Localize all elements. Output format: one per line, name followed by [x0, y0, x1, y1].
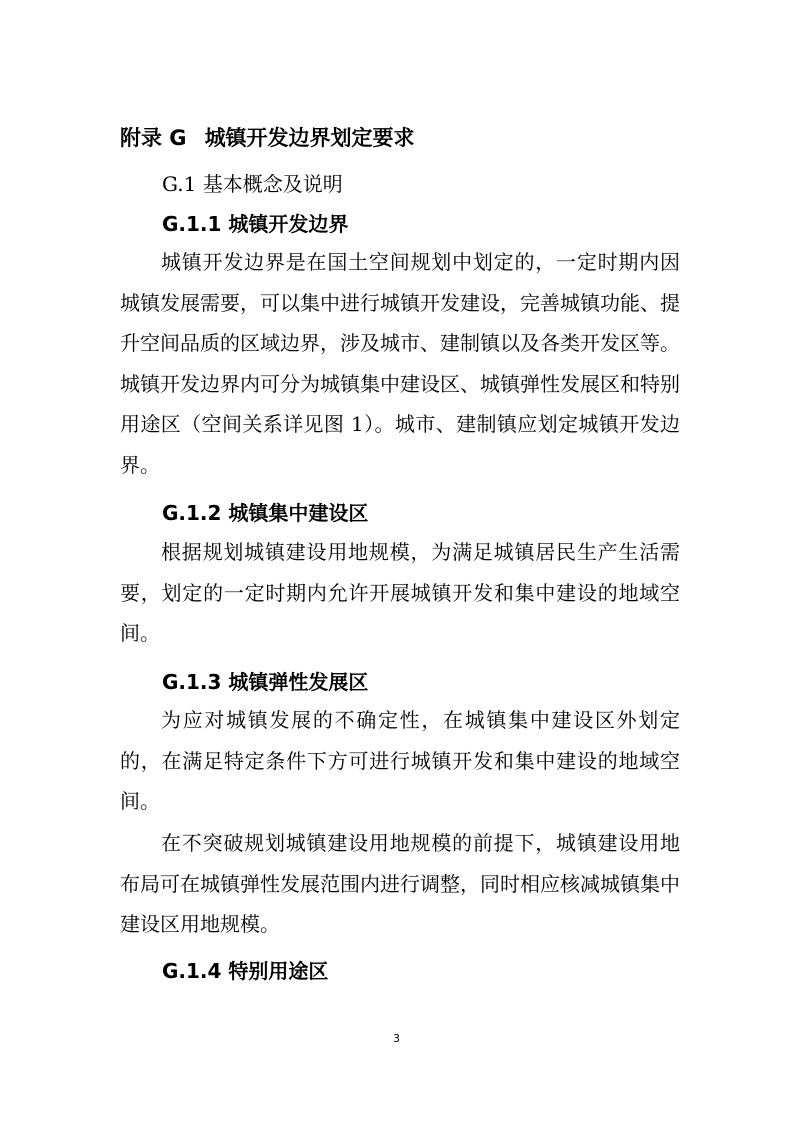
subsection-heading-g1-3: G.1.3 城镇弹性发展区 [162, 670, 369, 694]
subsection-heading-g1-1: G.1.1 城镇开发边界 [162, 212, 349, 236]
appendix-title-text: 城镇开发边界划定要求 [204, 126, 415, 150]
paragraph-g1-3-b: 在不突破规划城镇建设用地规模的前提下，城镇建设用地布局可在城镇弹性发展范围内进行调整，同时相应核减城镇集中建设区用地规模。 [120, 831, 680, 936]
paragraph-g1-3-a: 为应对城镇发展的不确定性，在城镇集中建设区外划定的，在满足特定条件下方可进行城镇开发和集中建设的地域空间。 [120, 708, 680, 813]
section-heading-g1: G.1 基本概念及说明 [162, 172, 343, 196]
appendix-label: 附录 G [120, 126, 187, 150]
subsection-heading-g1-4: G.1.4 特别用途区 [162, 959, 329, 983]
paragraph-g1-1: 城镇开发边界是在国土空间规划中划定的，一定时期内因城镇发展需要，可以集中进行城镇开发建设，完善城镇功能、提升空间品质的区域边界，涉及城市、建制镇以及各类开发区等。城镇开发边界内可分为城镇集中建设区、城镇弹性发展区和特别用途区（空间关系详见图 1）。城市、建制镇应划定城镇开发边界。 [120, 250, 680, 477]
subsection-heading-g1-2: G.1.2 城镇集中建设区 [162, 501, 369, 525]
paragraph-g1-2: 根据规划城镇建设用地规模，为满足城镇居民生产生活需要，划定的一定时期内允许开展城镇开发和集中建设的地域空间。 [120, 540, 680, 645]
appendix-title [120, 122, 415, 154]
page-number: 3 [393, 1032, 400, 1045]
